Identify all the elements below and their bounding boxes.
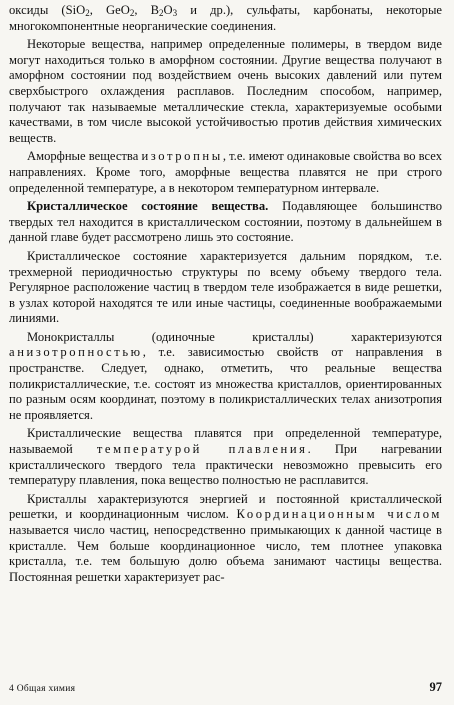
spaced-term: анизотропностью xyxy=(9,345,143,360)
paragraph: Кристаллические вещества плавятся при определенной температуре, называемой температурой плавления. При нагревании кристаллического твердого тела практически невозможно превысить его температуру плавления, пока вещество полностью не расплавится. xyxy=(9,426,442,488)
paragraph: Некоторые вещества, например определенные полимеры, в твердом виде могут находиться только в аморфном состоянии. Другие вещества получают в аморфном состоянии под воздействием очень высоких давлений или путем сверхбыстрого охлаждения расплавов. Последним способом, например, получают так называемые металлические стекла, характеризуемые особыми качествами, в том числе высокой устойчивостью против действия химических веществ. xyxy=(9,37,442,145)
paragraph: Монокристаллы (одиночные кристаллы) характеризуются анизотропностью, т.е. зависимостью свойств от направления в пространстве. Следует, однако, отметить, что реальные вещества поликристаллические, т.е. состоят из множества кристаллов, ориентированных по разным осям координат, поэтому в поликристаллических телах анизотропия не проявляется. xyxy=(9,329,442,422)
page-body xyxy=(9,3,442,585)
paragraph: оксиды (SiO$_2$, GeO$_2$, $B_2O_3$ и др.), сульфаты, карбонаты, некоторые многокомпонентные неорганические соединения. xyxy=(9,3,443,33)
spaced-term: Координационным числом xyxy=(236,507,442,522)
paragraph: Кристаллическое состояние вещества. Подавляющее большинство твердых тел находится в кристаллическом состоянии, поэтому в дальнейшем в данной главе будет рассмотрено лишь это состояние. xyxy=(9,199,442,245)
page-footer xyxy=(9,680,442,695)
signature-mark: 4 Общая химия xyxy=(9,684,76,694)
paragraph: Кристаллическое состояние характеризуется дальним порядком, т.е. трехмерной периодичностью структуры по всему объему твердого тела. Регулярное расположение частиц в твердом теле изображается в виде решетки, в узлах которой находятся те или иные частицы, соединенные воображаемыми линиями. xyxy=(9,248,442,326)
spaced-term: изотропны xyxy=(141,149,223,164)
section-heading: Кристаллическое состояние вещества. xyxy=(27,199,269,214)
paragraph: Кристаллы характеризуются энергией и постоянной кристаллической решетки, и координационным числом. Координационным числом называется число частиц, непосредственно примыкающих к данной частице в кристалле. Чем больше координационное число, тем плотнее упаковка кристалла, т.е. тем большую долю объема занимают частицы вещества. Постоянная решетки характеризует рас- xyxy=(9,491,442,584)
page-number: 97 xyxy=(429,680,442,694)
paragraph: Аморфные вещества изотропны, т.е. имеют одинаковые свойства во всех направлениях. Кроме того, аморфные вещества плавятся не при строго определенной температуре, а в некотором температурном интервале. xyxy=(9,149,443,195)
spaced-term: температурой плавления xyxy=(96,442,308,457)
